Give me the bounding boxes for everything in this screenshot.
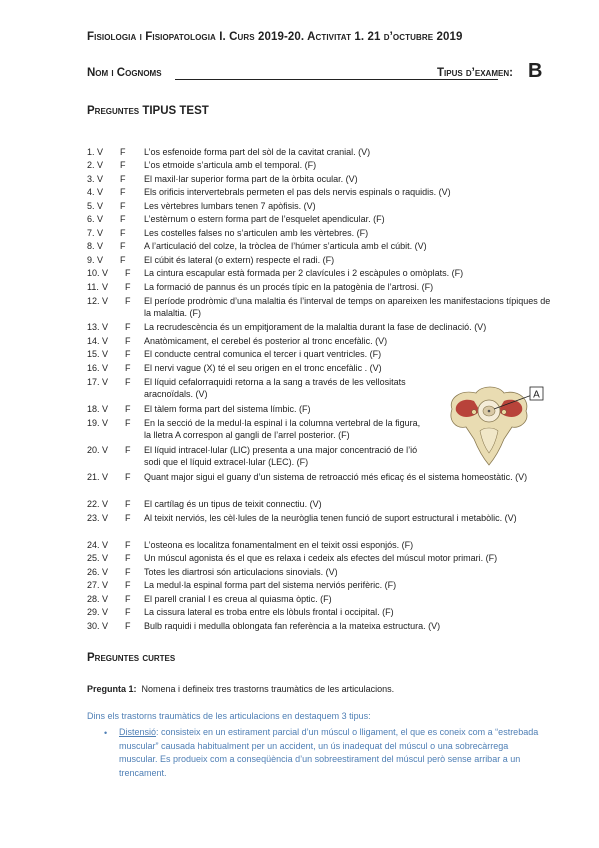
option-v: V — [102, 594, 109, 604]
option-f: F — [125, 349, 131, 359]
question-text: La cintura escapular està formada per 2 clavícules i 2 escàpules o omòplats. (F) — [144, 268, 464, 278]
question-number: 2. — [87, 160, 95, 170]
page-title: Fisiologia i Fisiopatologia I. Curs 2019-20. Activitat 1. 21 d’octubre 2019 — [87, 31, 463, 43]
option-f: F — [120, 160, 126, 170]
question-number: 15. — [87, 349, 100, 359]
option-v: V — [102, 553, 109, 563]
question-text: El nervi vague (X) té el seu origen en el tronc encefàlic . (V) — [144, 363, 382, 373]
question-text: La medul·la espinal forma part del sistema nerviós perifèric. (F) — [144, 580, 397, 590]
option-v: V — [97, 228, 104, 238]
question-text: El líquid intracel·lular (LIC) presenta a una major concentració de l’ió sodi que el líquid extracel·lular (LEC). (F) — [144, 445, 418, 467]
question-text: L’os etmoide s’articula amb el temporal. (F) — [144, 160, 317, 170]
option-f: F — [120, 187, 126, 197]
exam-type-label: Tipus d’examen: — [437, 67, 513, 79]
question-number: 10. — [87, 268, 100, 278]
option-v: V — [102, 499, 109, 509]
option-f: F — [125, 607, 131, 617]
option-v: V — [102, 580, 109, 590]
option-f: F — [120, 147, 126, 157]
question-text: El líquid cefalorraquidi retorna a la sang a través de les vellositats aracnoïdals. (V) — [144, 377, 406, 399]
name-label: Nom i Cognoms — [87, 67, 162, 79]
option-v: V — [97, 160, 104, 170]
option-v: V — [102, 363, 109, 373]
question-text: En la secció de la medul·la espinal i la columna vertebral de la figura, la lletra A correspon al gangli de l’arrel posterior. (F) — [144, 418, 421, 440]
question-number: 29. — [87, 607, 100, 617]
option-f: F — [125, 404, 131, 414]
option-v: V — [97, 174, 104, 184]
question-text: Els orificis intervertebrals permeten el pas dels nervis espinals o raquidis. (V) — [144, 187, 451, 197]
option-f: F — [125, 553, 131, 563]
bullet-icon: • — [104, 728, 108, 738]
option-f: F — [125, 472, 131, 482]
option-v: V — [102, 336, 109, 346]
question-1-text: Nomena i defineix tres trastorns traumàtics de les articulacions. — [141, 684, 395, 694]
ganglion-right — [502, 410, 507, 415]
option-f: F — [120, 228, 126, 238]
question-text: El tàlem forma part del sistema límbic. (F) — [144, 404, 311, 414]
option-v: V — [102, 445, 109, 455]
question-text: Al teixit nerviós, les cèl·lules de la neuròglia tenen funció de suport estructural i metabòlic. (V) — [144, 513, 517, 523]
option-f: F — [125, 418, 131, 428]
question-text: El maxil·lar superior forma part de la òrbita ocular. (V) — [144, 174, 358, 184]
option-f: F — [120, 255, 126, 265]
question-number: 19. — [87, 418, 100, 428]
option-f: F — [125, 445, 131, 455]
option-f: F — [125, 296, 131, 306]
option-v: V — [102, 404, 109, 414]
question-text: El període prodròmic d’una malaltia és l’interval de temps on apareixen les manifestacions típiques de la malaltia. (F) — [144, 296, 551, 318]
question-number: 17. — [87, 377, 100, 387]
question-number: 30. — [87, 621, 100, 631]
ganglion-left — [472, 410, 477, 415]
answer-intro: Dins els trastorns traumàtics de les articulacions en destaquem 3 tipus: — [87, 711, 371, 721]
question-number: 3. — [87, 174, 95, 184]
spinal-cord-figure — [442, 381, 544, 468]
question-number: 9. — [87, 255, 95, 265]
question-text: El parell cranial I es creua al quiasma òptic. (F) — [144, 594, 332, 604]
option-f: F — [120, 201, 126, 211]
question-text: Les vèrtebres lumbars tenen 7 apòfisis. (V) — [144, 201, 316, 211]
question-number: 14. — [87, 336, 100, 346]
option-f: F — [125, 377, 131, 387]
answer-bullet — [119, 726, 547, 780]
question-number: 24. — [87, 540, 100, 550]
option-f: F — [125, 594, 131, 604]
question-number: 25. — [87, 553, 100, 563]
question-number: 4. — [87, 187, 95, 197]
option-f: F — [125, 580, 131, 590]
option-f: F — [125, 540, 131, 550]
option-v: V — [97, 187, 104, 197]
question-text: L’osteona es localitza fonamentalment en el teixit ossi esponjós. (F) — [144, 540, 414, 550]
option-f: F — [125, 322, 131, 332]
question-number: 6. — [87, 214, 95, 224]
question-text: A l’articulació del colze, la tròclea de l’húmer s’articula amb el cúbit. (V) — [144, 241, 427, 251]
option-v: V — [102, 377, 109, 387]
option-f: F — [120, 174, 126, 184]
question-number: 11. — [87, 282, 99, 292]
question-number: 12. — [87, 296, 100, 306]
option-v: V — [97, 214, 104, 224]
question-number: 8. — [87, 241, 95, 251]
option-f: F — [125, 621, 131, 631]
option-v: V — [102, 607, 109, 617]
option-f: F — [125, 567, 131, 577]
option-v: V — [102, 621, 109, 631]
option-v: V — [97, 147, 104, 157]
name-row — [87, 60, 547, 86]
option-v: V — [102, 282, 109, 292]
section-test-text: Preguntes TIPUS TEST — [87, 105, 209, 117]
question-number: 28. — [87, 594, 100, 604]
question-text: La formació de pannus és un procés típic en la patogènia de l’artrosi. (F) — [144, 282, 434, 292]
question-number: 1. — [87, 147, 95, 157]
question-number: 23. — [87, 513, 100, 523]
question-number: 20. — [87, 445, 100, 455]
question-number: 22. — [87, 499, 100, 509]
option-f: F — [125, 499, 131, 509]
exam-type-letter: B — [528, 60, 543, 82]
question-number: 7. — [87, 228, 95, 238]
option-v: V — [102, 472, 109, 482]
option-v: V — [102, 268, 109, 278]
question-text: La cissura lateral es troba entre els lòbuls frontal i occipital. (F) — [144, 607, 394, 617]
question-text: Les costelles falses no s’articulen amb les vèrtebres. (F) — [144, 228, 369, 238]
option-f: F — [125, 336, 131, 346]
question-text: Anatòmicament, el cerebel és posterior al tronc encefàlic. (V) — [144, 336, 388, 346]
option-f: F — [120, 214, 126, 224]
option-v: V — [97, 255, 104, 265]
option-v: V — [102, 567, 109, 577]
option-v: V — [102, 418, 109, 428]
option-v: V — [102, 513, 109, 523]
question-text: L’estèrnum o estern forma part de l’esquelet apendicular. (F) — [144, 214, 385, 224]
question-number: 18. — [87, 404, 100, 414]
option-v: V — [102, 540, 109, 550]
question-text: Totes les diartrosi són articulacions sinovials. (V) — [144, 567, 338, 577]
question-text: El conducte central comunica el tercer i quart ventricles. (F) — [144, 349, 382, 359]
question-number: 5. — [87, 201, 95, 211]
option-v: V — [97, 201, 104, 211]
name-line — [175, 79, 498, 80]
question-number: 21. — [87, 472, 100, 482]
section-short-text: Preguntes curtes — [87, 652, 176, 664]
question-text: L’os esfenoide forma part del sòl de la cavitat cranial. (V) — [144, 147, 371, 157]
label-a: A — [533, 389, 540, 401]
option-f: F — [125, 282, 131, 292]
question-text: El cartílag és un tipus de teixit connectiu. (V) — [144, 499, 322, 509]
question-number: 26. — [87, 567, 100, 577]
answer-bullet-term: Distensió — [119, 727, 157, 737]
option-v: V — [102, 296, 109, 306]
option-v: V — [102, 322, 109, 332]
question-number: 27. — [87, 580, 100, 590]
section-test-title — [87, 105, 209, 117]
question-number: 13. — [87, 322, 100, 332]
question-text: Bulb raquidi i medulla oblongata fan referència a la mateixa estructura. (V) — [144, 621, 441, 631]
question-text: El cúbit és lateral (o extern) respecte el radi. (F) — [144, 255, 335, 265]
question-text: La recrudescència és un empitjorament de la malaltia durant la fase de declinació. (V) — [144, 322, 487, 332]
question-text: Quant major sigui el guany d’un sistema de retroacció més eficaç és el sistema homeostàtic. (V) — [144, 472, 528, 482]
option-f: F — [125, 363, 131, 373]
option-v: V — [97, 241, 104, 251]
answer-bullet-text: : consisteix en un estirament parcial d’un múscul o lligament, el que es coneix com a “estrebada muscular” causada habitualment per un accident, un ús inadequat del múscul o una sobrecàrrega muscular. Es produeix com a conseqüència d’un sobreestirament del múscul però sense arribar a un trencament. — [119, 727, 539, 778]
option-f: F — [125, 513, 131, 523]
question-number: 16. — [87, 363, 100, 373]
central-canal — [488, 410, 491, 413]
question-1-label: Pregunta 1: — [87, 684, 137, 694]
option-f: F — [125, 268, 131, 278]
option-v: V — [102, 349, 109, 359]
option-f: F — [120, 241, 126, 251]
question-1 — [87, 684, 394, 694]
section-short-title — [87, 652, 175, 664]
question-text: Un múscul agonista és el que es relaxa i cedeix als efectes del múscul motor primari. (F) — [144, 553, 498, 563]
